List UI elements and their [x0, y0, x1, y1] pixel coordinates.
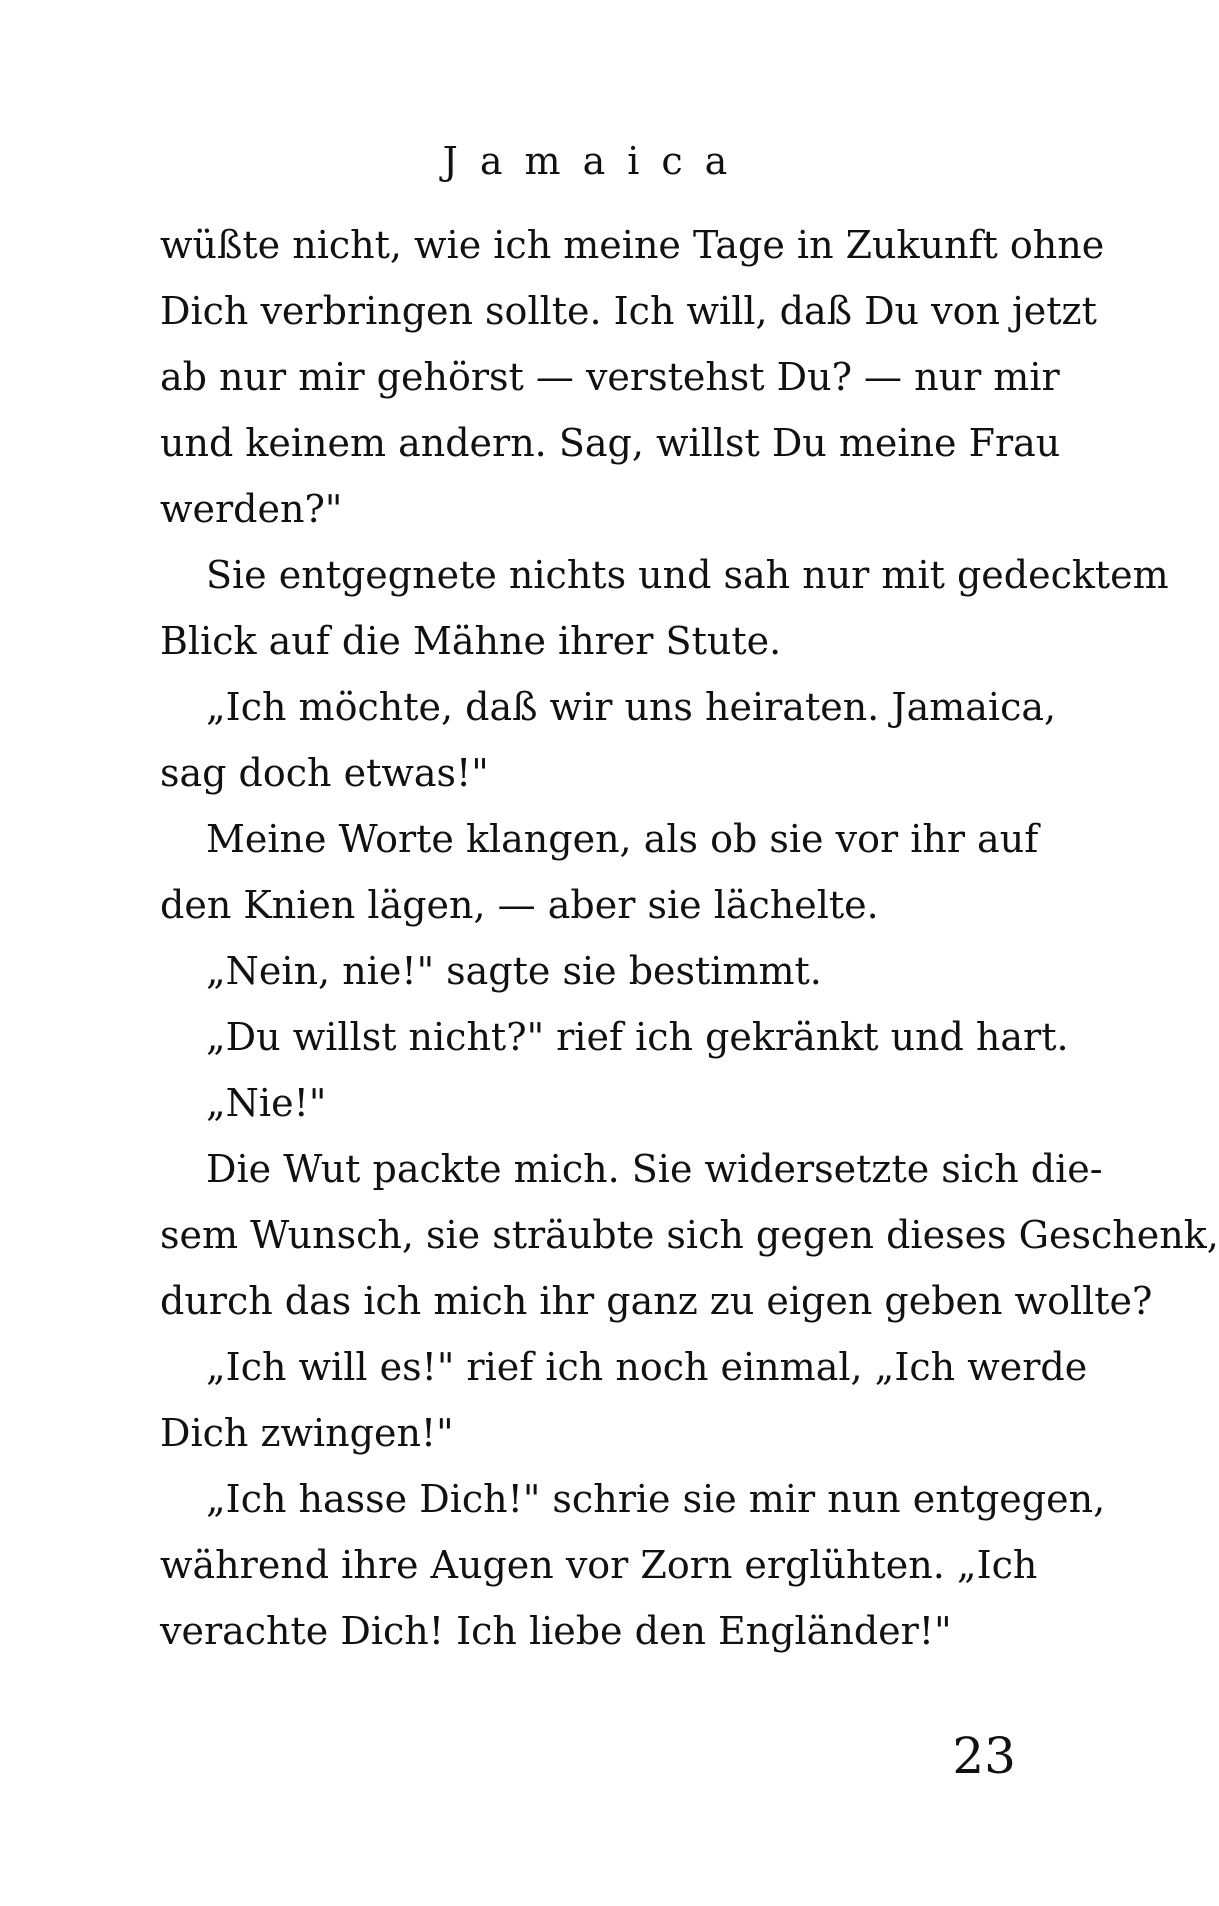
text-line: Blick auf die Mähne ihrer Stute. — [160, 619, 782, 663]
text-line: sag doch etwas!" — [160, 751, 489, 795]
running-head: Jamaica — [442, 139, 750, 183]
text-line: Meine Worte klangen, als ob sie vor ihr auf — [206, 817, 1039, 861]
text-line: Sie entgegnete nichts und sah nur mit gedecktem — [206, 553, 1169, 597]
text-line: während ihre Augen vor Zorn erglühten. „Ich — [160, 1543, 1038, 1587]
text-line: „Nie!" — [206, 1081, 327, 1125]
text-line: wüßte nicht, wie ich meine Tage in Zukunft ohne — [160, 223, 1105, 267]
text-line: und keinem andern. Sag, willst Du meine Frau — [160, 421, 1061, 465]
text-line: werden?" — [160, 487, 343, 531]
text-line: verachte Dich! Ich liebe den Engländer!" — [160, 1609, 952, 1653]
text-line: Dich zwingen!" — [160, 1411, 454, 1455]
body-text — [160, 212, 1219, 1664]
text-line: „Ich will es!" rief ich noch einmal, „Ich werde — [206, 1345, 1088, 1389]
text-line: „Du willst nicht?" rief ich gekränkt und hart. — [206, 1015, 1069, 1059]
page-number: 23 — [952, 1727, 1016, 1785]
text-line: ab nur mir gehörst — verstehst Du? — nur mir — [160, 355, 1060, 399]
text-line: Dich verbringen sollte. Ich will, daß Du von jetzt — [160, 289, 1097, 333]
text-line: „Ich hasse Dich!" schrie sie mir nun entgegen, — [206, 1477, 1106, 1521]
text-line: „Nein, nie!" sagte sie bestimmt. — [206, 949, 822, 993]
text-line: Die Wut packte mich. Sie widersetzte sich die- — [206, 1147, 1103, 1191]
text-line: sem Wunsch, sie sträubte sich gegen dieses Geschenk, — [160, 1213, 1219, 1257]
text-line: den Knien lägen, — aber sie lächelte. — [160, 883, 879, 927]
text-line: durch das ich mich ihr ganz zu eigen geben wollte? — [160, 1279, 1153, 1323]
text-line: „Ich möchte, daß wir uns heiraten. Jamaica, — [206, 685, 1057, 729]
